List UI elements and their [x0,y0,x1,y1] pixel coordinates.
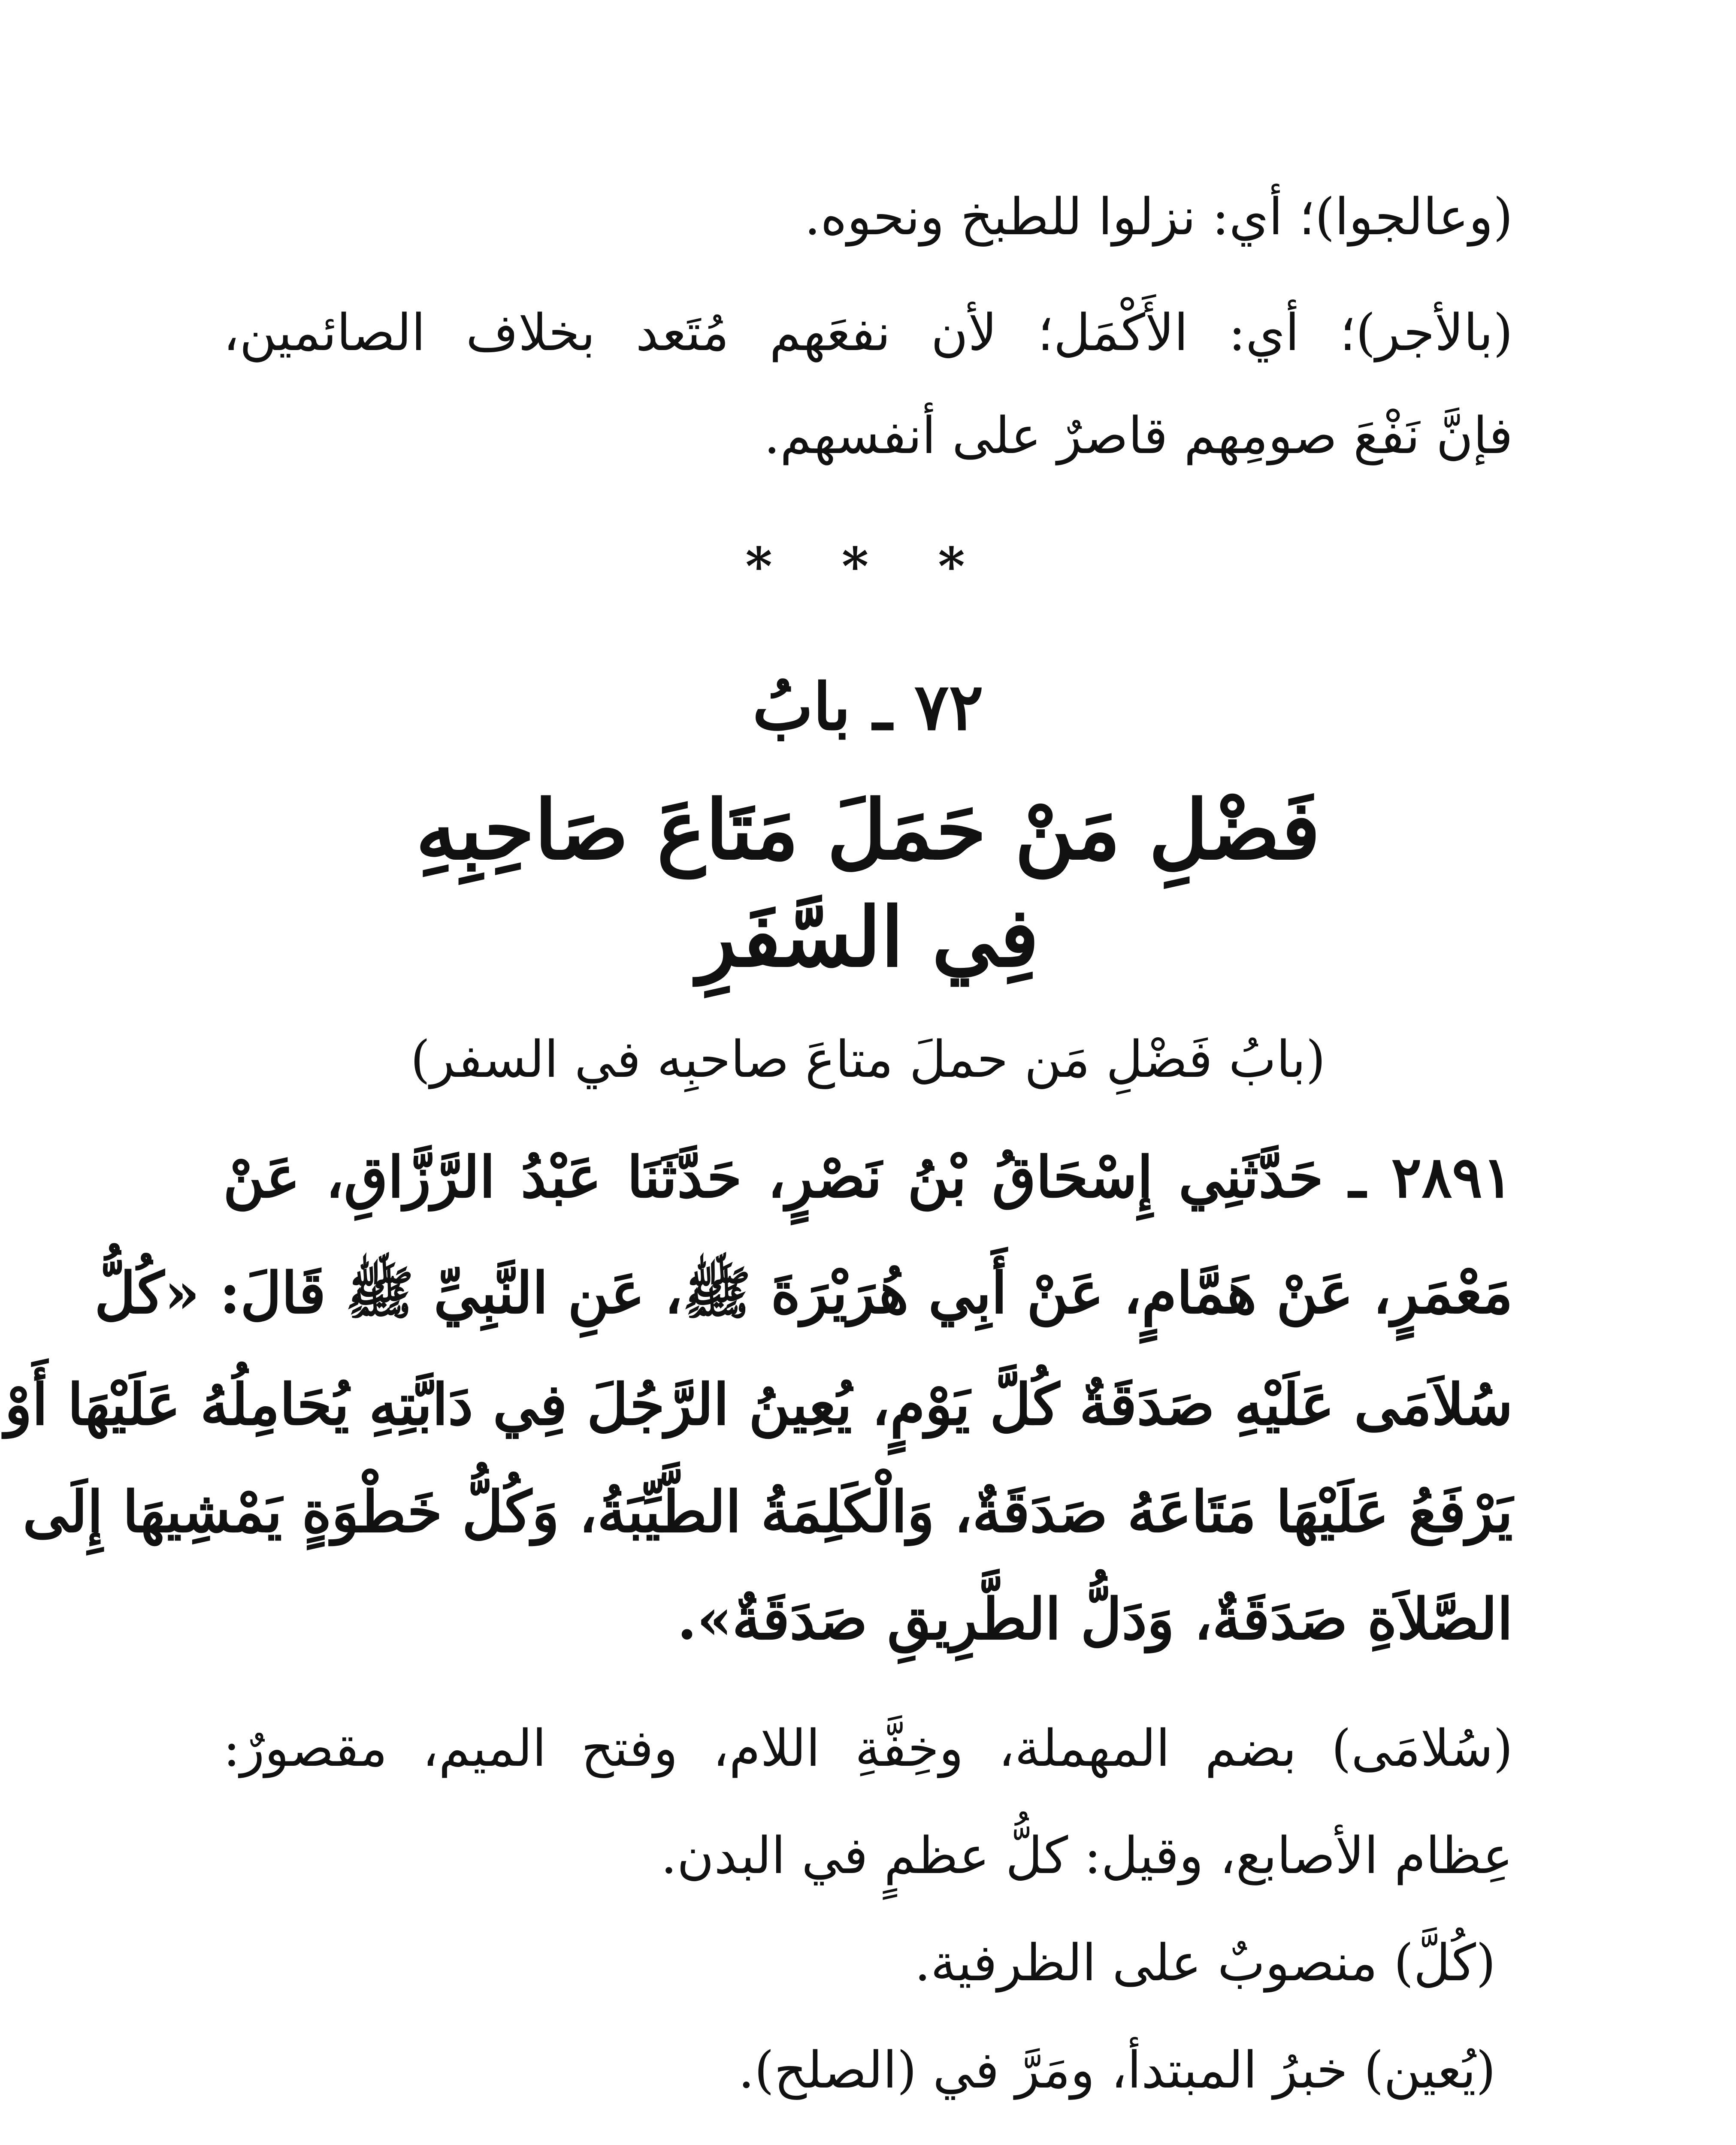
hadith-line-1: ٢٨٩١ ـ حَدَّثَنِي إِسْحَاقُ بْنُ نَصْرٍ، حَدَّثَنَا عَبْدُ الرَّزَّاقِ، عَنْ [223,1144,1513,1211]
explanation-line-1: (سُلامَى) بضم المهملة، وخِفَّةِ اللام، وفتح الميم، مقصورٌ: [223,1719,1513,1778]
commentary-line-2: (بالأجر)؛ أي: الأَكْمَل؛ لأن نفعَهم مُتَعد بخلاف الصائمين، [223,303,1513,362]
explanation-line-2: عِظام الأصابع، وقيل: كلُّ عظمٍ في البدن. [661,1826,1513,1885]
hadith-line-5: الصَّلاَةِ صَدَقَةٌ، وَدَلُّ الطَّرِيقِ صَدَقَةٌ». [677,1586,1513,1653]
hadith-line-4: يَرْفَعُ عَلَيْهَا مَتَاعَهُ صَدَقَةٌ، وَالْكَلِمَةُ الطَّيِّبَةُ، وَكُلُّ خَطْوَةٍ يَمْشِيهَا إِلَى [23,1479,1513,1545]
chapter-title-line-2: فِي السَّفَرِ [697,889,1039,985]
section-separator: * * * [745,536,991,597]
commentary-line-1: (وعالجوا)؛ أي: نزلوا للطبخ ونحوه. [804,187,1513,246]
hadith-line-2: مَعْمَرٍ، عَنْ هَمَّامٍ، عَنْ أَبِي هُرَيْرَةَ ﷺ، عَنِ النَّبِيِّ ﷺ قَالَ: «كُلُّ [94,1260,1513,1326]
hadith-line-3: سُلاَمَى عَلَيْهِ صَدَقَةٌ كُلَّ يَوْمٍ، يُعِينُ الرَّجُلَ فِي دَابَّتِهِ يُحَامِلُهُ عَلَيْهَا أَوْ [4,1372,1513,1438]
commentary-line-3: فإنَّ نَفْعَ صومِهم قاصرٌ على أنفسهم. [764,406,1513,465]
explanation-line-4: (يُعين) خبرُ المبتدأ، ومَرَّ في (الصلح). [738,2040,1496,2100]
explanation-line-3: (كُلَّ) منصوبٌ على الظرفية. [914,1933,1496,1992]
chapter-subtitle: (بابُ فَضْلِ مَن حملَ متاعَ صاحبِه في السفر) [410,1030,1326,1089]
chapter-title-line-1: فَضْلِ مَنْ حَمَلَ مَتَاعَ صَاحِبِهِ [416,782,1320,878]
chapter-number: ٧٢ ـ بابُ [752,669,984,745]
